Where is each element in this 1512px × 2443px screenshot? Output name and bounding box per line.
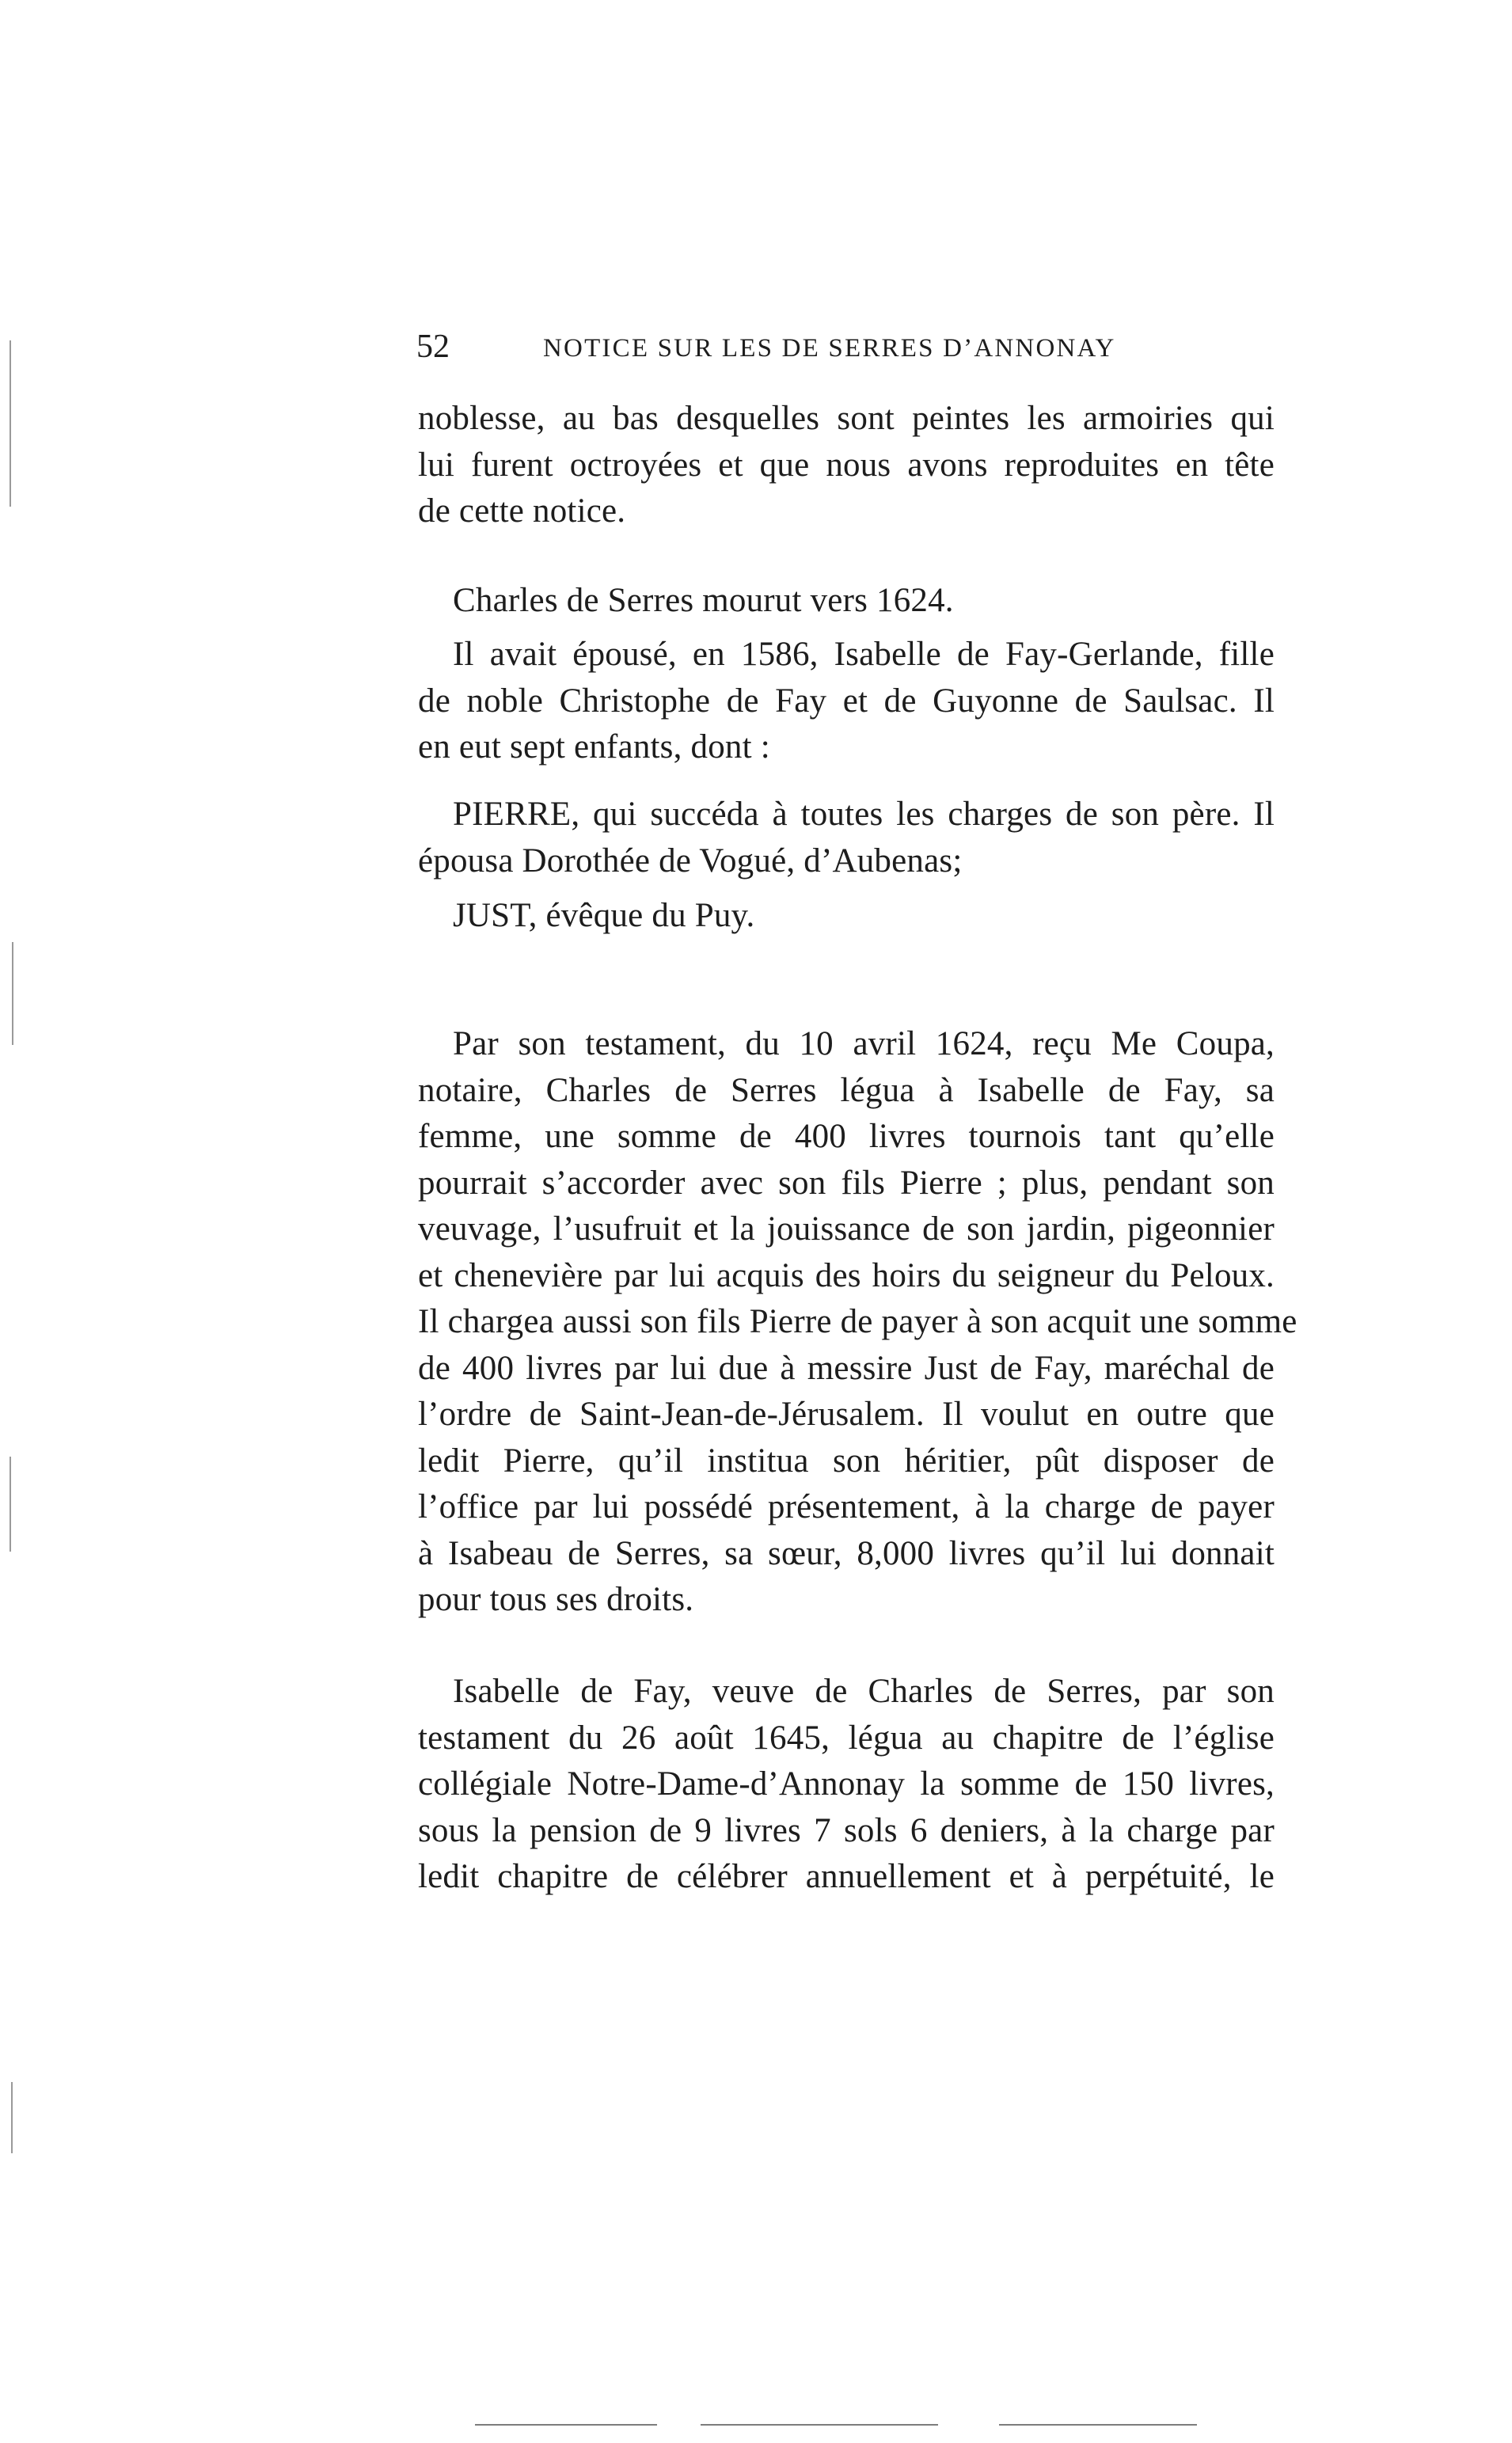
text-line: Charles de Serres mourut vers 1624. xyxy=(453,582,954,619)
text-line: et chenevière par lui acquis des hoirs du seigneur du Peloux. xyxy=(418,1256,1275,1294)
text-line: pourrait s’accorder avec son fils Pierre ; plus, pendant son xyxy=(418,1164,1275,1202)
text-line: pour tous ses droits. xyxy=(418,1581,694,1618)
left-margin-scan-mark xyxy=(9,1457,11,1552)
text-line: veuvage, l’usufruit et la jouissance de son jardin, pigeonnier xyxy=(418,1210,1275,1248)
text-line: à Isabeau de Serres, sa sœur, 8,000 livres qu’il lui donnait xyxy=(418,1534,1275,1572)
text-line: ledit Pierre, qu’il institua son héritier, pût disposer de xyxy=(418,1442,1275,1480)
text-line: ledit chapitre de célébrer annuellement et à perpétuité, le xyxy=(418,1858,1275,1895)
text-line: l’ordre de Saint-Jean-de-Jérusalem. Il voulut en outre que xyxy=(418,1396,1275,1433)
running-title: NOTICE SUR LES DE SERRES D’ANNONAY xyxy=(543,334,1116,363)
text-line: sous la pension de 9 livres 7 sols 6 deniers, à la charge par xyxy=(418,1811,1275,1849)
text-line: l’office par lui possédé présentement, à la charge de payer xyxy=(418,1488,1275,1525)
text-line: épousa Dorothée de Vogué, d’Aubenas; xyxy=(418,842,963,880)
page-number: 52 xyxy=(416,329,450,365)
text-line: notaire, Charles de Serres légua à Isabelle de Fay, sa xyxy=(418,1071,1275,1109)
paragraph-marriage xyxy=(418,632,1275,771)
text-line: femme, une somme de 400 livres tournois tant qu’elle xyxy=(418,1118,1275,1155)
text-line: PIERRE, qui succéda à toutes les charges de son père. Il xyxy=(453,796,1275,833)
text-line: lui furent octroyées et que nous avons reproduites en tête xyxy=(418,446,1275,484)
left-margin-scan-mark xyxy=(9,340,11,507)
text-line: noblesse, au bas desquelles sont peintes les armoiries qui xyxy=(418,400,1275,437)
paragraph-death xyxy=(418,578,1275,625)
text-line: Il chargea aussi son fils Pierre de payer à son acquit une somme xyxy=(418,1303,1297,1340)
text-line: de cette notice. xyxy=(418,492,626,530)
text-line: collégiale Notre-Dame-d’Annonay la somme de 150 livres, xyxy=(418,1765,1275,1803)
text-line: JUST, évêque du Puy. xyxy=(453,897,755,934)
left-margin-scan-mark xyxy=(11,2082,13,2153)
text-line: testament du 26 août 1645, légua au chapitre de l’église xyxy=(418,1719,1275,1757)
left-margin-scan-mark xyxy=(12,942,13,1045)
bottom-scan-rule xyxy=(999,2424,1197,2426)
text-line: en eut sept enfants, dont : xyxy=(418,728,770,766)
text-line: de noble Christophe de Fay et de Guyonne de Saulsac. Il xyxy=(418,682,1275,720)
text-line: Isabelle de Fay, veuve de Charles de Serres, par son xyxy=(453,1673,1275,1710)
paragraph-pierre xyxy=(418,792,1275,884)
text-line: Par son testament, du 10 avril 1624, reçu Me Coupa, xyxy=(453,1025,1275,1062)
bottom-scan-rule xyxy=(475,2424,657,2426)
text-line: Il avait épousé, en 1586, Isabelle de Fay-Gerlande, fille xyxy=(453,636,1275,673)
paragraph-testament-charles xyxy=(418,1021,1297,1624)
paragraph-just xyxy=(418,893,1275,940)
paragraph-noblesse xyxy=(418,396,1275,535)
text-line: de 400 livres par lui due à messire Just de Fay, maréchal de xyxy=(418,1349,1275,1387)
bottom-scan-rule xyxy=(701,2424,938,2426)
page-header xyxy=(416,320,1279,375)
paragraph-testament-isabelle xyxy=(418,1669,1275,1901)
